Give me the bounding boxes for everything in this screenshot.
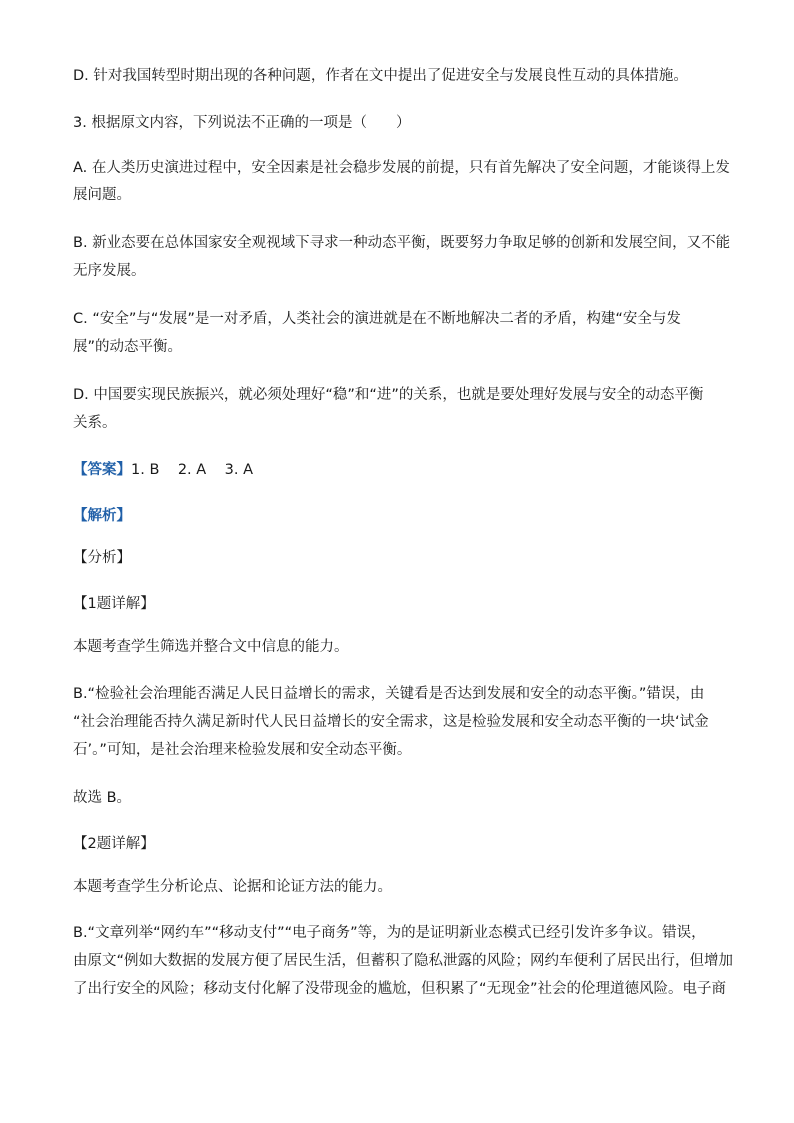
q1-detail-line-2: “社会治理能否持久满足新时代人民日益增长的安全需求，这是检验发展和安全动态平衡的一块‘试金 [73,714,709,730]
q1-detail-line-3: 石’。”可知，是社会治理来检验发展和安全动态平衡。 [73,742,412,758]
option-d-line: D. 针对我国转型时期出现的各种问题，作者在文中提出了促进安全与发展良性互动的具体措施。 [73,68,688,84]
q1-choice: 故选 B。 [73,790,132,806]
q1-detail-line-1: B.“检验社会治理能否满足人民日益增长的需求，关键看是否达到发展和安全的动态平衡。”错误，由 [73,686,705,702]
q2-detail-heading: 【2题详解】 [73,836,155,852]
answer-tag: 【答案】 [73,462,131,478]
q3-option-a-line-1: A. 在人类历史演进过程中，安全因素是社会稳步发展的前提，只有首先解决了安全问题，才能谈得上发 [73,160,730,176]
answer-text: 1. B 2. A 3. A [131,462,253,478]
q3-option-b-line-2: 无序发展。 [73,263,146,279]
q3-option-b-line-1: B. 新业态要在总体国家安全观视域下寻求一种动态平衡，既要努力争取足够的创新和发展空间，又不能 [73,235,731,251]
q3-option-d-line-2: 关系。 [73,415,117,431]
q2-detail-line-2: 由原文“例如大数据的发展方便了居民生活，但蓄积了隐私泄露的风险；网约车便利了居民出行，但增加 [73,953,734,969]
analysis-tag: 【解析】 [73,508,131,524]
q3-option-d-line-1: D. 中国要实现民族振兴，就必须处理好“稳”和“进”的关系，也就是要处理好发展与安全的动态平衡 [73,387,704,403]
analysis-heading: 【分析】 [73,550,131,566]
answer-line [73,460,733,480]
q1-detail-intro: 本题考查学生筛选并整合文中信息的能力。 [73,639,349,655]
q3-option-a-line-2: 展问题。 [73,187,131,203]
q3-option-c-line-1: C. “安全”与“发展”是一对矛盾，人类社会的演进就是在不断地解决二者的矛盾，构建“安全与发 [73,311,681,327]
q2-detail-line-3: 了出行安全的风险；移动支付化解了没带现金的尴尬，但积累了“无现金”社会的伦理道德风险。电子商 [73,981,727,997]
q2-detail-intro: 本题考查学生分析论点、论据和论证方法的能力。 [73,879,392,895]
q1-detail-heading: 【1题详解】 [73,596,155,612]
question-3-stem: 3. 根据原文内容，下列说法不正确的一项是（ ） [73,115,411,131]
q3-option-c-line-2: 展”的动态平衡。 [73,339,183,355]
q2-detail-line-1: B.“文章列举“网约车”“移动支付”“电子商务”等，为的是证明新业态模式已经引发许多争议。错误， [73,925,706,941]
